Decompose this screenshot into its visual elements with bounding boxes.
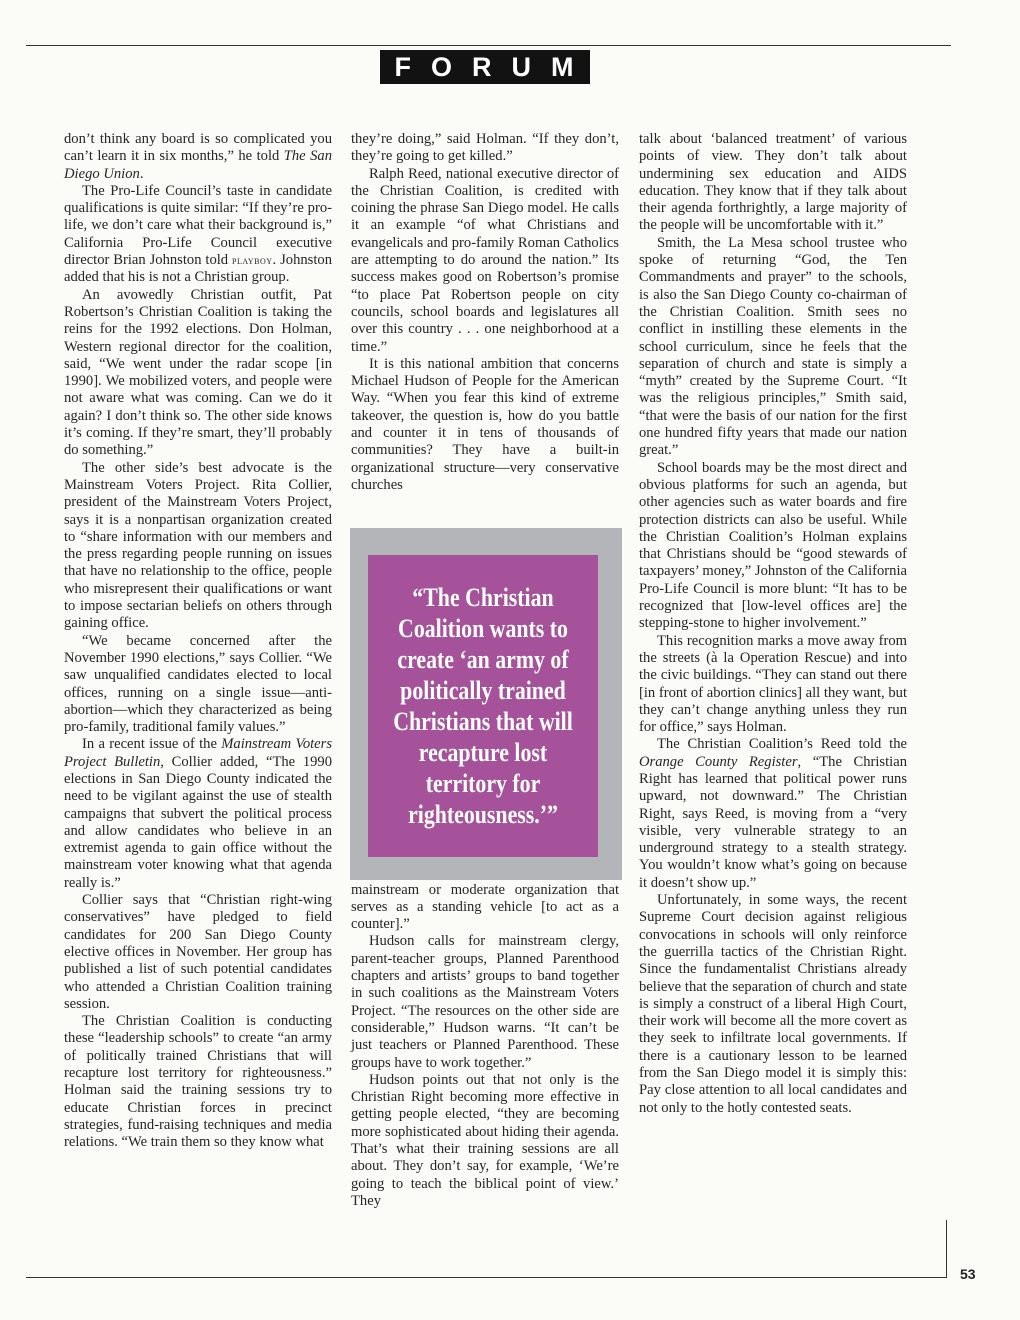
text: , “The Christian Right has learned that political power runs upward, not downward.” The Christian Right, says Reed, is moving from a “very visible, very vulnerable strategy to an underground strategy to a stealth strategy. You wouldn’t know what’s going on because it doesn’t show up.” <box>639 753 907 891</box>
paragraph: School boards may be the most direct and obvious platforms for such an agenda, but other agencies such as water boards and fire protection districts can also be useful. While the Christian Coalition’s Holman explains that Christians should be “good stewards of taxpayers’ money,” Johnston of the California Pro-Life Council is more blunt: “It has to be recognized that [low-level offices are] the stepping-stone to higher involvement.” <box>639 459 907 632</box>
text: , Collier added, “The 1990 elections in San Diego County indicated the need to be vigilant against the use of stealth campaigns that subvert the political process and allow candidates who believe in an extremist agenda to gain office without the mainstream voter knowing what that agenda really is.” <box>64 753 333 891</box>
article-column-1 <box>64 131 332 1152</box>
paragraph: Unfortunately, in some ways, the recent Supreme Court decision against religious convocations in schools will only reinforce the guerrilla tactics of the Christian Right. Since the fundamentalist Christians already believe that the separation of church and state is simply a construct of a liberal High Court, their work will become all the more covert as they seek to infiltrate local governments. If there is a cautionary lesson to be learned from the San Diego model it is simply this: Pay close attention to all local candidates and not only to the hotly contested seats. <box>639 892 907 1116</box>
pull-quote-frame <box>350 528 622 880</box>
paragraph: they’re doing,” said Holman. “If they don’t, they’re going to get killed.” <box>351 131 619 165</box>
paragraph <box>64 183 332 287</box>
bottom-rule <box>26 1277 946 1278</box>
text: . <box>139 165 144 182</box>
pull-quote: “The Christian Coalition wants to create ‘an army of politically trained Christians that will recapture lost territory for righteousness.’” <box>393 583 573 829</box>
footer-divider <box>946 1220 947 1278</box>
paragraph: Hudson calls for mainstream clergy, parent-teacher groups, Planned Parenthood chapters and artists’ groups to band together in such coalitions as the Mainstream Voters Project. “The resources on the other side are considerable,” Hudson warns. “It can’t be just teachers or Planned Parenthood. These groups have to work together.” <box>351 933 619 1071</box>
magazine-name: playboy <box>232 253 273 268</box>
paragraph: It is this national ambition that concerns Michael Hudson of People for the American Way. “When you fear this kind of extreme takeover, the question is, how do you battle and counter it in tens of thousands of communities? They have a built-in organizational structure—very conservative churches <box>351 355 619 493</box>
page-number: 53 <box>960 1266 976 1282</box>
paragraph: The other side’s best advocate is the Mainstream Voters Project. Rita Collier, president of the Mainstream Voters Project, says it is a nonpartisan organization created to “share information with our members and the press regarding people running on issues that have no relationship to the office, people who misrepresent their qualifications or want to impose sectarian beliefs on others through gaining office. <box>64 459 332 632</box>
publication-name: Orange County Register <box>639 753 798 770</box>
pull-quote-box <box>368 555 598 857</box>
article-column-3 <box>639 131 907 1117</box>
text: don’t think any board is so complicated you can’t learn it in six months,” he told <box>64 131 332 165</box>
paragraph: mainstream or moderate organization that serves as a standing vehicle [to act as a counter].” <box>351 881 619 933</box>
publication-name: The San Diego Union <box>64 148 332 182</box>
paragraph <box>64 131 332 183</box>
paragraph: Smith, the La Mesa school trustee who spoke of returning “God, the Ten Commandments and prayer” to the schools, is also the San Diego County co-chairman of the Christian Coalition. Smith sees no conflict in instilling these elements in the school curriculum, since he feels that the separation of church and state is simply a “myth” created by the Supreme Court. “It was the religious principles,” Smith said, “that were the basis of our nation for the first one hundred fifty years that made our nation great.” <box>639 234 907 459</box>
publication-name: Mainstream Voters Project Bulletin <box>64 736 333 770</box>
paragraph: The Christian Coalition is conducting these “leadership schools” to create “an army of politically trained Christians that will recapture lost territory for righteousness.” Holman said the training sessions try to educate Christian forces in precinct strategies, fund-raising techniques and media relations. “We train them so they know what <box>64 1013 332 1151</box>
paragraph: “We became concerned after the November 1990 elections,” says Collier. “We saw unqualified candidates elected to local offices, running on a single issue—anti-abortion—which they characterized as being pro-family, traditional family values.” <box>64 632 332 736</box>
section-header: FORUM <box>380 50 590 84</box>
paragraph <box>639 736 907 892</box>
paragraph: talk about ‘balanced treatment’ of various points of view. They don’t talk about undermining sex education and AIDS education. They know that if they talk about their agenda forthrightly, a large majority of the people will be uncomfortable with it.” <box>639 131 907 234</box>
top-rule <box>26 45 951 46</box>
text: The Christian Coalition’s Reed told the <box>657 736 907 753</box>
paragraph: Ralph Reed, national executive director of the Christian Coalition, is credited with coining the phrase San Diego model. He calls it an example “of what Christians and evangelicals and pro-family Roman Catholics are attempting to do around the nation.” Its success makes good on Robertson’s promise “to place Pat Robertson people on city councils, school boards and legislatures all over this country . . . one neighborhood at a time.” <box>351 165 619 355</box>
text: In a recent issue of the <box>82 736 222 753</box>
paragraph: An avowedly Christian outfit, Pat Robertson’s Christian Coalition is taking the reins for the 1992 elections. Don Holman, Western regional director for the coalition, said, “We went under the radar scope [in 1990]. We mobilized voters, and people were not aware what was coming. Can we do it again? I don’t think so. The other side knows it’s coming. If they’re smart, they’ll probably do something.” <box>64 286 332 459</box>
paragraph: Hudson points out that not only is the Christian Right becoming more effective in getting people elected, “they are becoming more sophisticated about hiding their agenda. That’s what their training sessions are all about. They don’t say, for example, ‘We’re going to teach the biblical point of view.’ They <box>351 1071 619 1209</box>
paragraph: Collier says that “Christian right-wing conservatives” have pledged to field candidates for 200 San Diego County elective offices in November. Her group has published a list of such potential candidates who attended a Christian Coalition training session. <box>64 892 332 1012</box>
text: The Pro-Life Council’s taste in candidate qualifications is quite similar: “If they’re pro-life, we don’t care what their background is,” California Pro-Life Council executive director Brian Johnston told <box>64 182 332 269</box>
text: . Johnston added that his is not a Christian group. <box>64 252 332 286</box>
paragraph <box>64 736 332 892</box>
paragraph: This recognition marks a move away from the streets (à la Operation Rescue) and into the civic buildings. “They can stand out there [in front of abortion clinics] all they want, but they can’t change anything unless they run for office,” says Holman. <box>639 632 907 736</box>
